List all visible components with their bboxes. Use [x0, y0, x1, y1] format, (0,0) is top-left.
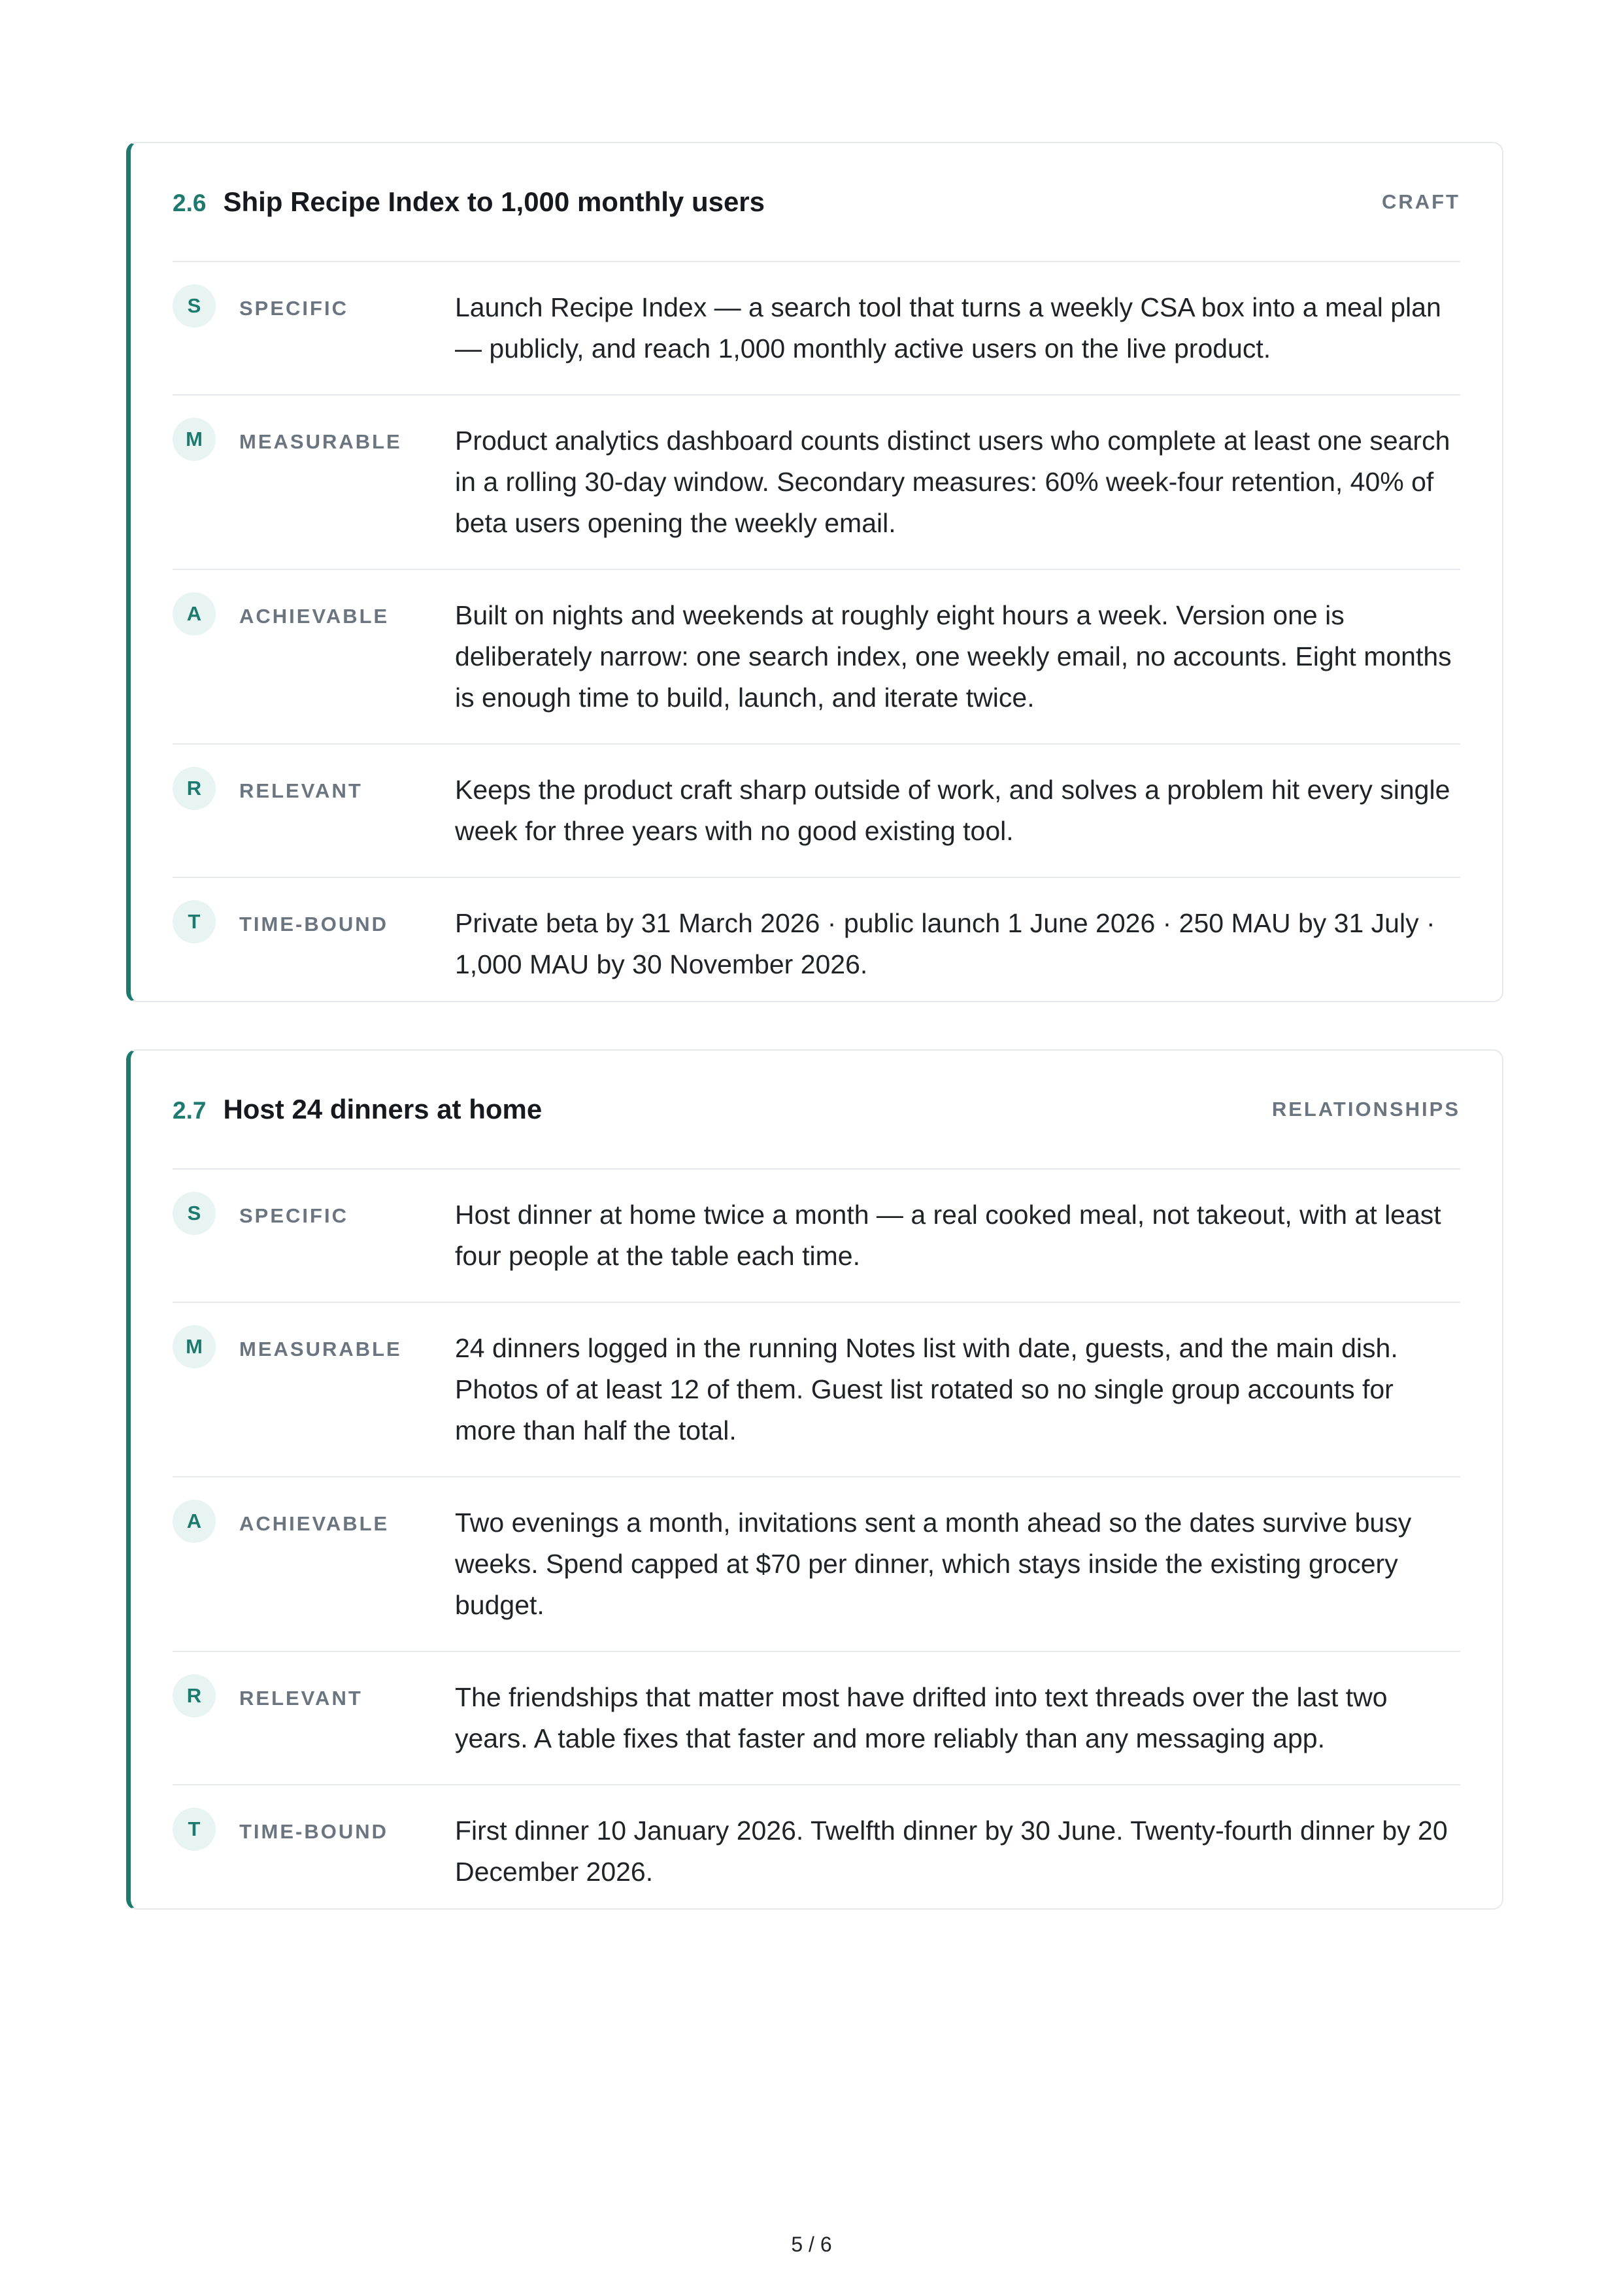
goal-card-2-6: [126, 142, 1503, 1002]
letter-badge: T: [173, 1808, 216, 1851]
row-label: TIME-BOUND: [239, 913, 389, 936]
goal-title-group: [173, 186, 765, 218]
goal-title: Ship Recipe Index to 1,000 monthly users: [223, 186, 765, 217]
row-label: TIME-BOUND: [239, 1820, 389, 1843]
goal-category-tag: CRAFT: [1381, 190, 1460, 213]
smart-row-achievable: [173, 1477, 1460, 1652]
goal-category-tag: RELATIONSHIPS: [1271, 1098, 1460, 1121]
letter-badge: R: [173, 1674, 216, 1717]
row-label: MEASURABLE: [239, 430, 402, 453]
row-text: The friendships that matter most have drifted into text threads over the last two years. A table fixes that faster and more reliably than any messaging app.: [455, 1682, 1388, 1753]
smart-row-achievable: [173, 570, 1460, 745]
row-text: Launch Recipe Index — a search tool that turns a weekly CSA box into a meal plan — publicly, and reach 1,000 monthly active users on the live product.: [455, 292, 1441, 363]
smart-row-measurable: [173, 396, 1460, 570]
letter-badge: A: [173, 1500, 216, 1543]
row-label: ACHIEVABLE: [239, 1512, 390, 1535]
smart-row-specific: [173, 262, 1460, 396]
row-label: ACHIEVABLE: [239, 605, 390, 628]
row-label: RELEVANT: [239, 1687, 363, 1710]
letter-badge: R: [173, 767, 216, 810]
letter-badge: A: [173, 592, 216, 635]
goal-number: 2.7: [173, 1097, 207, 1124]
letter-badge: M: [173, 418, 216, 461]
row-text: 24 dinners logged in the running Notes list with date, guests, and the main dish. Photos of at least 12 of them. Guest list rotated so no single group accounts for more than half the total.: [455, 1333, 1398, 1445]
smart-row-measurable: [173, 1303, 1460, 1477]
goal-card-header: [173, 1051, 1460, 1170]
smart-row-relevant: [173, 745, 1460, 878]
letter-badge: S: [173, 284, 216, 328]
smart-row-time-bound: [173, 1785, 1460, 1917]
smart-row-specific: [173, 1170, 1460, 1303]
row-label: RELEVANT: [239, 779, 363, 802]
row-label: SPECIFIC: [239, 297, 348, 320]
row-label: MEASURABLE: [239, 1338, 402, 1360]
row-text: First dinner 10 January 2026. Twelfth dinner by 30 June. Twenty-fourth dinner by 20 December 2026.: [455, 1815, 1448, 1887]
page-number: 5 / 6: [791, 2233, 832, 2256]
row-text: Product analytics dashboard counts distinct users who complete at least one search in a rolling 30-day window. Secondary measures: 60% week-four retention, 40% of beta users opening the weekly email.: [455, 426, 1450, 538]
goal-title-group: [173, 1094, 542, 1125]
row-text: Keeps the product craft sharp outside of work, and solves a problem hit every single week for three years with no good existing tool.: [455, 775, 1450, 846]
goal-card-header: [173, 143, 1460, 262]
smart-row-time-bound: [173, 878, 1460, 1010]
letter-badge: T: [173, 900, 216, 943]
letter-badge: M: [173, 1325, 216, 1368]
row-text: Private beta by 31 March 2026 · public launch 1 June 2026 · 250 MAU by 31 July · 1,000 MAU by 30 November 2026.: [455, 908, 1435, 979]
row-text: Host dinner at home twice a month — a real cooked meal, not takeout, with at least four people at the table each time.: [455, 1200, 1441, 1271]
goal-card-2-7: [126, 1049, 1503, 1910]
goal-title: Host 24 dinners at home: [223, 1094, 543, 1124]
smart-row-relevant: [173, 1652, 1460, 1785]
letter-badge: S: [173, 1192, 216, 1235]
row-text: Two evenings a month, invitations sent a month ahead so the dates survive busy weeks. Spend capped at $70 per dinner, which stays inside the existing grocery budget.: [455, 1508, 1412, 1620]
row-label: SPECIFIC: [239, 1204, 348, 1227]
row-text: Built on nights and weekends at roughly eight hours a week. Version one is deliberately narrow: one search index, one weekly email, no accounts. Eight months is enough time to build, launch, and iterate twice.: [455, 600, 1452, 713]
goal-number: 2.6: [173, 190, 207, 216]
